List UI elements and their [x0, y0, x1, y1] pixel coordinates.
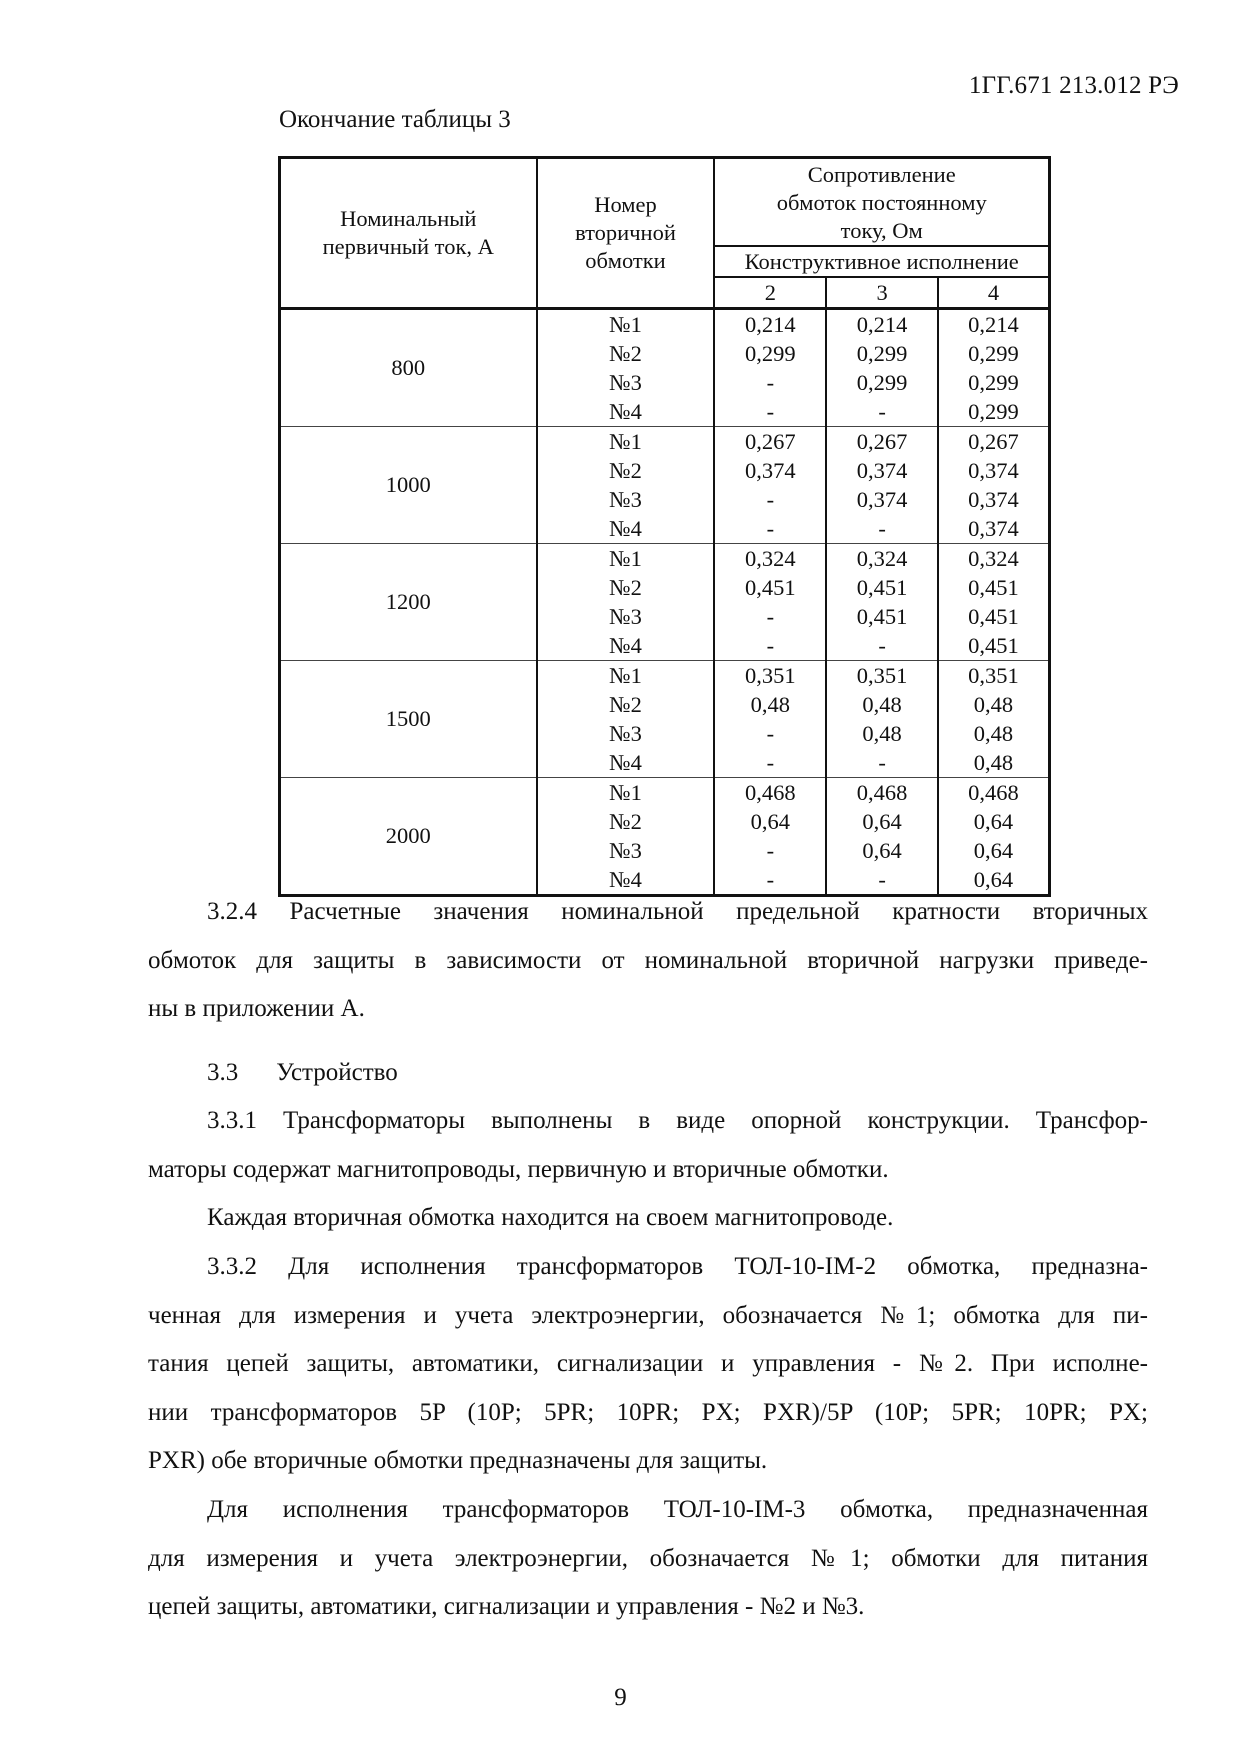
- col-header-design: Конструктивное исполнение: [714, 246, 1049, 277]
- value-design-3: -: [826, 865, 938, 896]
- value-design-2: -: [714, 485, 826, 514]
- value-design-3: -: [826, 397, 938, 427]
- table-body: [280, 309, 1050, 896]
- winding-cell: №4: [537, 865, 715, 896]
- winding-cell: №2: [537, 456, 715, 485]
- table-row: [280, 427, 1050, 457]
- value-design-3: 0,324: [826, 544, 938, 574]
- value-design-3: 0,451: [826, 573, 938, 602]
- value-design-3: 0,468: [826, 778, 938, 808]
- paragraph-3-3-1: [148, 1097, 1148, 1194]
- value-design-4: 0,374: [938, 456, 1050, 485]
- winding-cell: №3: [537, 719, 715, 748]
- table-row: [280, 778, 1050, 808]
- primary-current-cell: 800: [280, 309, 537, 427]
- table-caption: Окончание таблицы 3: [279, 106, 511, 133]
- col-header-resistance: Сопротивление обмоток постоянному току, Ом: [714, 158, 1049, 247]
- col-header-design-4: 4: [938, 277, 1050, 309]
- text-line: Каждая вторичная обмотка находится на своем магнитопроводе.: [207, 1204, 894, 1231]
- text-line: маторы содержат магнитопроводы, первичную и вторичные обмотки.: [148, 1155, 889, 1183]
- value-design-3: 0,267: [826, 427, 938, 457]
- value-design-4: 0,64: [938, 807, 1050, 836]
- table-row: [280, 309, 1050, 340]
- value-design-3: 0,299: [826, 339, 938, 368]
- text-line: обмоток для защиты в зависимости от номинальной вторичной нагрузки приведе-: [148, 946, 1148, 974]
- section-title: Устройство: [276, 1059, 398, 1086]
- value-design-4: 0,299: [938, 397, 1050, 427]
- text-line: ченная для измерения и учета электроэнергии, обозначается №1; обмотка для пи-: [148, 1301, 1148, 1329]
- text-line: для измерения и учета электроэнергии, обозначается №1; обмотки для питания: [148, 1544, 1148, 1572]
- col-header-secondary-winding: Номер вторичной обмотки: [537, 158, 715, 309]
- winding-cell: №1: [537, 427, 715, 457]
- page-number: 9: [614, 1684, 627, 1711]
- value-design-4: 0,351: [938, 661, 1050, 691]
- value-design-3: -: [826, 514, 938, 544]
- table-row: [280, 544, 1050, 574]
- value-design-4: 0,468: [938, 778, 1050, 808]
- text-line: тания цепей защиты, автоматики, сигнализации и управления - №2. При исполне-: [148, 1350, 1148, 1378]
- text-line: цепей защиты, автоматики, сигнализации и управления - №2 и №3.: [148, 1593, 865, 1621]
- value-design-2: -: [714, 514, 826, 544]
- primary-current-cell: 2000: [280, 778, 537, 896]
- section-number: 3.3: [207, 1059, 239, 1086]
- value-design-4: 0,451: [938, 573, 1050, 602]
- paragraph-3-3-2-b: [148, 1486, 1148, 1632]
- value-design-4: 0,299: [938, 339, 1050, 368]
- value-design-3: 0,374: [826, 456, 938, 485]
- winding-cell: №2: [537, 573, 715, 602]
- text-line: ны в приложении А.: [148, 995, 365, 1023]
- value-design-4: 0,374: [938, 485, 1050, 514]
- value-design-2: 0,64: [714, 807, 826, 836]
- value-design-3: -: [826, 631, 938, 661]
- value-design-3: 0,351: [826, 661, 938, 691]
- winding-cell: №3: [537, 836, 715, 865]
- value-design-2: 0,451: [714, 573, 826, 602]
- winding-cell: №3: [537, 602, 715, 631]
- col-header-primary-current: Номинальный первичный ток, А: [280, 158, 537, 309]
- value-design-2: -: [714, 602, 826, 631]
- value-design-4: 0,451: [938, 631, 1050, 661]
- value-design-4: 0,374: [938, 514, 1050, 544]
- text-line: PXR) обе вторичные обмотки предназначены для защиты.: [148, 1447, 768, 1475]
- winding-cell: №1: [537, 309, 715, 340]
- winding-cell: №2: [537, 807, 715, 836]
- value-design-2: -: [714, 836, 826, 865]
- value-design-4: 0,267: [938, 427, 1050, 457]
- value-design-2: -: [714, 631, 826, 661]
- paragraph-3-3-1-b: [148, 1194, 1148, 1243]
- value-design-4: 0,451: [938, 602, 1050, 631]
- value-design-2: 0,351: [714, 661, 826, 691]
- text-line: нии трансформаторов 5P (10P; 5PR; 10PR; PX; PXR)/5P (10P; 5PR; 10PR; PX;: [148, 1398, 1148, 1426]
- value-design-3: 0,214: [826, 309, 938, 340]
- text-line: 3.3.1 Трансформаторы выполнены в виде опорной конструкции. Трансфор-: [207, 1107, 1148, 1134]
- paragraph-3-3-2: [148, 1243, 1148, 1486]
- value-design-2: 0,324: [714, 544, 826, 574]
- winding-cell: №3: [537, 368, 715, 397]
- value-design-4: 0,324: [938, 544, 1050, 574]
- value-design-4: 0,48: [938, 748, 1050, 778]
- table-row: [280, 661, 1050, 691]
- value-design-2: 0,214: [714, 309, 826, 340]
- value-design-4: 0,64: [938, 865, 1050, 896]
- winding-cell: №3: [537, 485, 715, 514]
- value-design-2: -: [714, 719, 826, 748]
- text-line: 3.2.4 Расчетные значения номинальной предельной кратности вторичных: [207, 898, 1148, 925]
- value-design-2: 0,267: [714, 427, 826, 457]
- value-design-2: 0,374: [714, 456, 826, 485]
- value-design-2: -: [714, 368, 826, 397]
- value-design-2: -: [714, 397, 826, 427]
- value-design-2: 0,48: [714, 690, 826, 719]
- winding-cell: №4: [537, 631, 715, 661]
- value-design-3: 0,374: [826, 485, 938, 514]
- primary-current-cell: 1500: [280, 661, 537, 778]
- value-design-2: 0,299: [714, 339, 826, 368]
- document-code: 1ГГ.671 213.012 РЭ: [968, 72, 1179, 99]
- value-design-2: 0,468: [714, 778, 826, 808]
- value-design-4: 0,64: [938, 836, 1050, 865]
- value-design-3: 0,48: [826, 719, 938, 748]
- winding-cell: №2: [537, 690, 715, 719]
- value-design-2: -: [714, 748, 826, 778]
- value-design-3: -: [826, 748, 938, 778]
- value-design-3: 0,451: [826, 602, 938, 631]
- text-line: Для исполнения трансформаторов ТОЛ-10-IM-3 обмотка, предназначенная: [207, 1496, 1148, 1523]
- section-3-3-heading: [148, 1049, 1148, 1098]
- col-header-design-2: 2: [714, 277, 826, 309]
- resistance-table: [278, 156, 1051, 897]
- value-design-3: 0,48: [826, 690, 938, 719]
- winding-cell: №4: [537, 748, 715, 778]
- value-design-4: 0,48: [938, 719, 1050, 748]
- value-design-2: -: [714, 865, 826, 896]
- winding-cell: №2: [537, 339, 715, 368]
- winding-cell: №1: [537, 661, 715, 691]
- text-line: 3.3.2 Для исполнения трансформаторов ТОЛ-10-IM-2 обмотка, предназна-: [207, 1253, 1148, 1280]
- primary-current-cell: 1200: [280, 544, 537, 661]
- winding-cell: №1: [537, 544, 715, 574]
- value-design-3: 0,299: [826, 368, 938, 397]
- winding-cell: №4: [537, 514, 715, 544]
- winding-cell: №4: [537, 397, 715, 427]
- winding-cell: №1: [537, 778, 715, 808]
- value-design-4: 0,299: [938, 368, 1050, 397]
- value-design-4: 0,48: [938, 690, 1050, 719]
- primary-current-cell: 1000: [280, 427, 537, 544]
- value-design-3: 0,64: [826, 836, 938, 865]
- value-design-3: 0,64: [826, 807, 938, 836]
- value-design-4: 0,214: [938, 309, 1050, 340]
- paragraph-3-2-4: [148, 888, 1148, 1034]
- col-header-design-3: 3: [826, 277, 938, 309]
